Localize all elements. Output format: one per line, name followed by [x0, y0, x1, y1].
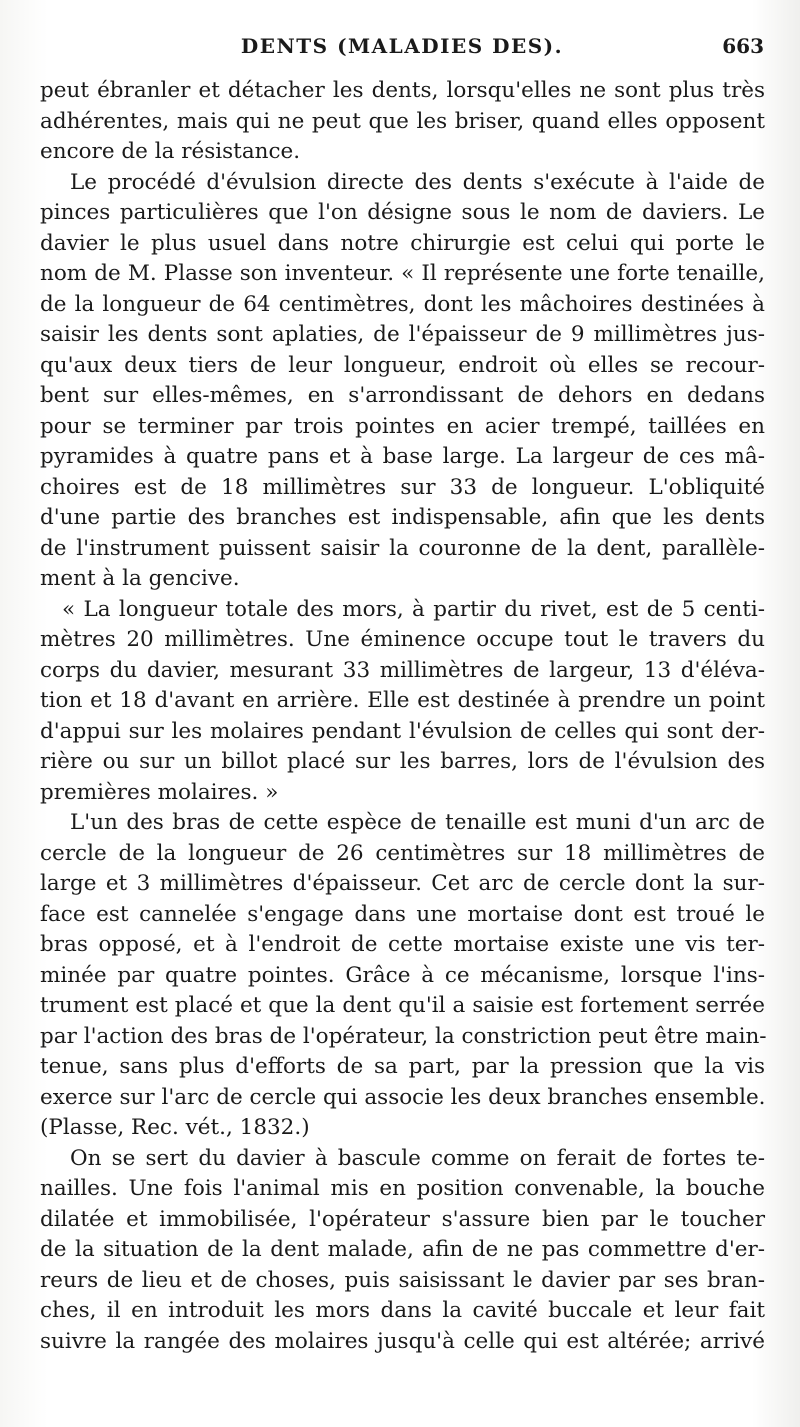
text-line: ches, il en introduit les mors dans la cavité buccale et leur fait	[40, 1298, 765, 1323]
text-line: tenue, sans plus d'efforts de sa part, par la pression que la vis	[40, 1054, 765, 1079]
text-line: rière ou sur un billot placé sur les barres, lors de l'évulsion des	[40, 749, 765, 774]
text-line: reurs de lieu et de choses, puis saisissant le davier par ses bran-	[40, 1267, 765, 1293]
text-line: pyramides à quatre pans et à base large. La largeur de ces mâ-	[40, 444, 765, 469]
text-line: davier le plus usuel dans notre chirurgie est celui qui porte le	[40, 230, 765, 256]
text-line: dilatée et immobilisée, l'opérateur s'assure bien par le toucher	[40, 1206, 765, 1232]
text-line: d'une partie des branches est indispensable, afin que les dents	[40, 505, 765, 530]
text-line: tion et 18 d'avant en arrière. Elle est destinée à prendre un point	[40, 688, 765, 713]
text-line: encore de la résistance.	[40, 139, 301, 164]
text-line: pour se terminer par trois pointes en acier trempé, taillées en	[40, 413, 765, 439]
page-header-title: DENTS (MALADIES DES).	[240, 34, 564, 58]
text-line: trument est placé et que la dent qu'il a saisie est fortement serrée	[40, 993, 765, 1018]
text-line: nailles. Une fois l'animal mis en position convenable, la bouche	[40, 1176, 765, 1201]
text-line: mètres 20 millimètres. Une éminence occupe tout le travers du	[40, 627, 765, 652]
text-line: « La longueur totale des mors, à partir du rivet, est de 5 centi-	[62, 596, 765, 622]
body-text	[40, 76, 765, 1357]
text-line: de la longueur de 64 centimètres, dont les mâchoires destinées à	[40, 291, 765, 317]
text-line: bent sur elles-mêmes, en s'arrondissant de dehors en dedans	[40, 383, 765, 408]
text-line: corps du davier, mesurant 33 millimètres de largeur, 13 d'éléva-	[40, 657, 765, 683]
text-line: d'appui sur les molaires pendant l'évulsion de celles qui sont der-	[40, 718, 765, 744]
text-line: (Plasse, Rec. vét., 1832.)	[40, 1115, 310, 1140]
text-line: nom de M. Plasse son inventeur. « Il représente une forte tenaille,	[40, 261, 765, 286]
text-line: de la situation de la dent malade, afin de ne pas commettre d'er-	[40, 1237, 765, 1262]
text-line: ment à la gencive.	[40, 566, 240, 591]
text-line: On se sert du davier à bascule comme on ferait de fortes te-	[70, 1145, 765, 1171]
text-line: par l'action des bras de l'opérateur, la constriction peut être main-	[40, 1023, 767, 1049]
text-line: saisir les dents sont aplaties, de l'épaisseur de 9 millimètres jus-	[40, 322, 765, 347]
running-header	[40, 34, 764, 64]
text-line: suivre la rangée des molaires jusqu'à celle qui est altérée; arrivé	[40, 1328, 765, 1354]
text-line: large et 3 millimètres d'épaisseur. Cet arc de cercle dont la sur-	[40, 871, 765, 896]
text-line: bras opposé, et à l'endroit de cette mortaise existe une vis ter-	[40, 932, 765, 957]
text-line: adhérentes, mais qui ne peut que les briser, quand elles opposent	[40, 108, 765, 134]
text-line: choires est de 18 millimètres sur 33 de longueur. L'obliquité	[40, 474, 765, 500]
page-number: 663	[722, 34, 764, 58]
text-line: de l'instrument puissent saisir la couronne de la dent, parallèle-	[40, 535, 765, 561]
text-line: pinces particulières que l'on désigne sous le nom de daviers. Le	[40, 200, 765, 225]
text-line: exerce sur l'arc de cercle qui associe les deux branches ensemble.	[40, 1084, 766, 1110]
text-line: cercle de la longueur de 26 centimètres sur 18 millimètres de	[40, 840, 765, 866]
text-line: L'un des bras de cette espèce de tenaille est muni d'un arc de	[70, 810, 765, 835]
text-line: qu'aux deux tiers de leur longueur, endroit où elles se recour-	[40, 352, 765, 378]
text-line: face est cannelée s'engage dans une mortaise dont est troué le	[40, 901, 765, 927]
text-line: minée par quatre pointes. Grâce à ce mécanisme, lorsque l'ins-	[40, 962, 765, 988]
text-line: premières molaires. »	[40, 779, 279, 805]
text-line: peut ébranler et détacher les dents, lorsqu'elles ne sont plus très	[40, 78, 765, 103]
text-line: Le procédé d'évulsion directe des dents s'exécute à l'aide de	[70, 169, 765, 195]
